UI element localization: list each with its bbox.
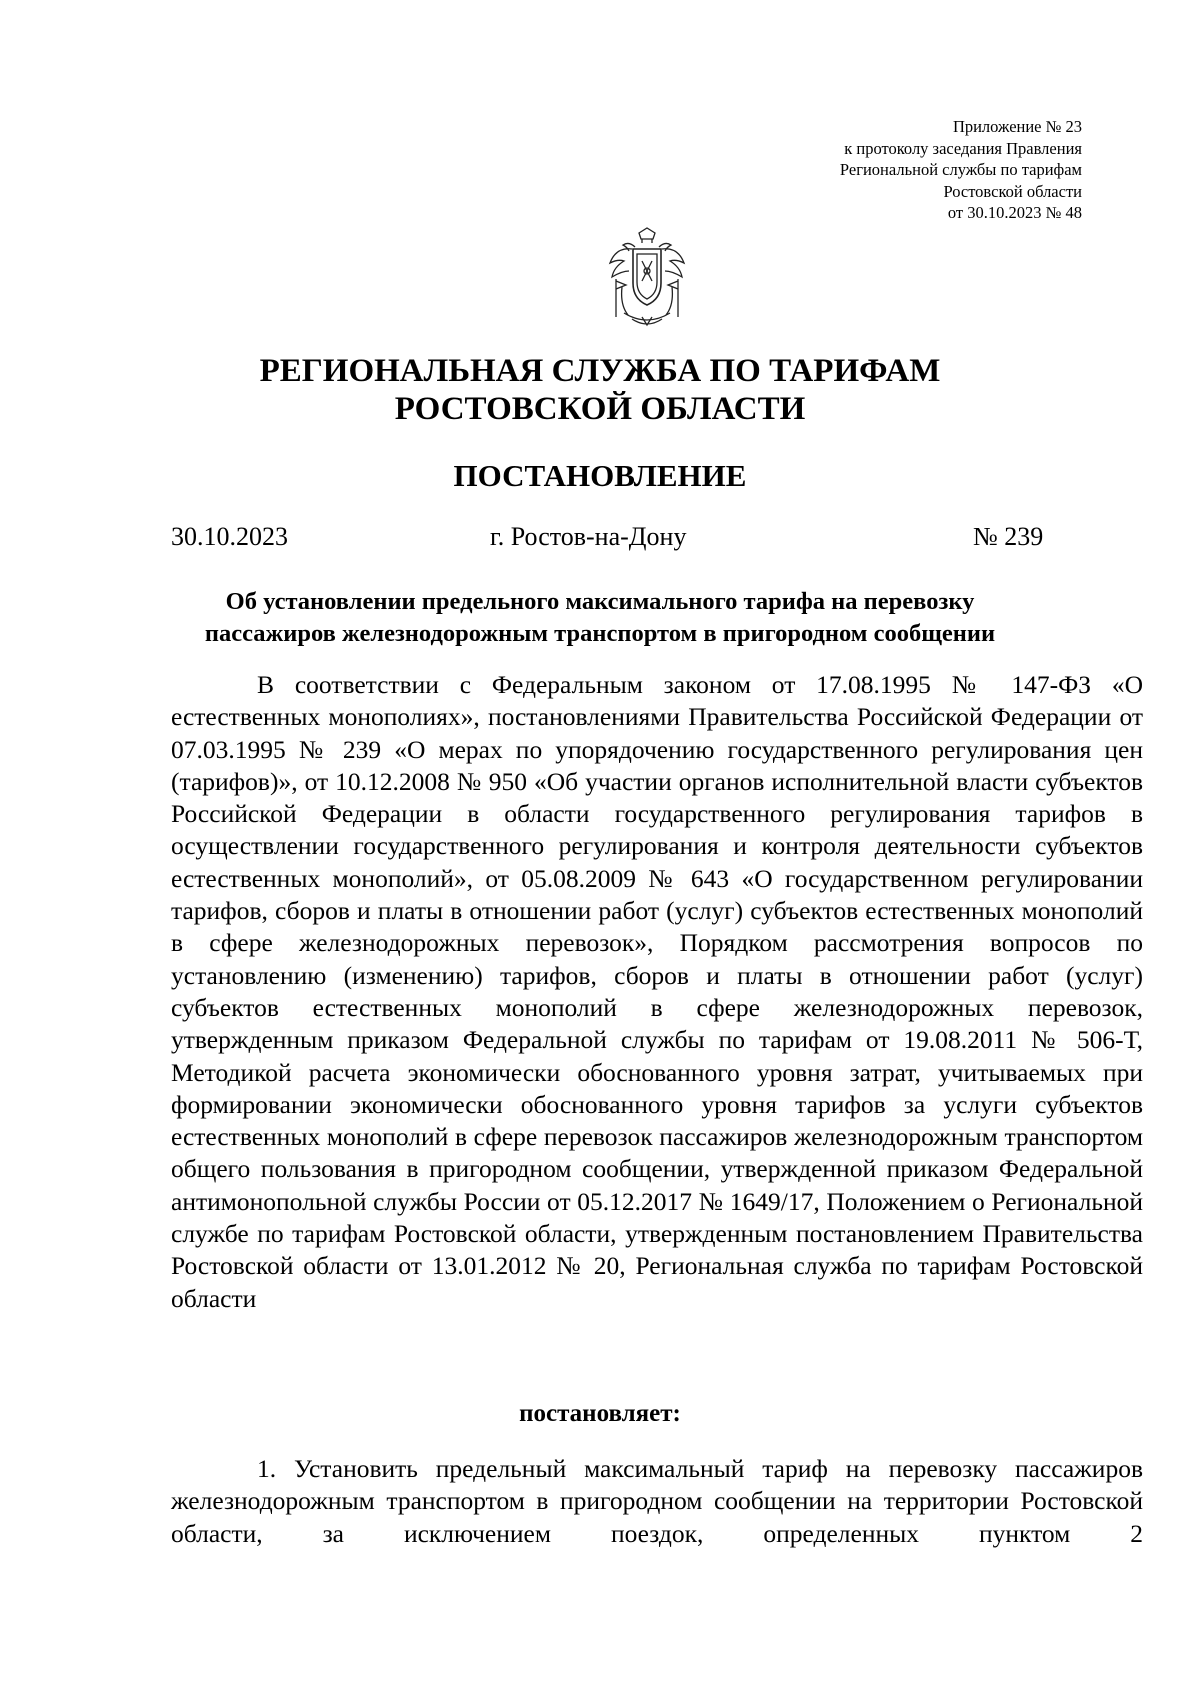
organization-title-line1: РЕГИОНАЛЬНАЯ СЛУЖБА ПО ТАРИФАМ [259, 353, 941, 389]
annex-block [662, 116, 1082, 224]
annex-line: от 30.10.2023 № 48 [947, 203, 1082, 223]
organization-title-line2: РОСТОВСКОЙ ОБЛАСТИ [394, 391, 806, 427]
document-subject-line2: пассажиров железнодорожным транспортом в пригородном сообщении [204, 620, 996, 647]
item-1-paragraph: 1. Установить предельный максимальный тариф на перевозку пассажиров железнодорожным транспортом в пригородном сообщении на территории Ростовской области, за исключением поездок, определенных пунктом 2 [171, 1454, 1143, 1548]
document-number: № 239 [973, 522, 1044, 551]
document-date: 30.10.2023 [171, 522, 288, 551]
document-subject-line1: Об установлении предельного максимального тарифа на перевозку [225, 588, 975, 615]
annex-line: к протоколу заседания Правления [844, 138, 1082, 158]
annex-line: Приложение № 23 [952, 117, 1082, 136]
document-city: г. Ростов-на-Дону [490, 522, 687, 551]
coat-of-arms-icon [602, 227, 692, 331]
document-type: ПОСТАНОВЛЕНИЕ [453, 458, 747, 493]
annex-line: Региональной службы по тарифам [839, 160, 1082, 180]
preamble-paragraph: В соответствии с Федеральным законом от 17.08.1995 № 147-ФЗ «О естественных монополиях», постановлениями Правительства Российской Федерации от 07.03.1995 № 239 «О мерах по упорядочению государственного регулирования цен (тарифов)», от 10.12.2008 № 950 «Об участии органов исполнительной власти субъектов Российской Федерации в области государственного регулирования тарифов в осуществлении государственного регулирования и контроля деятельности субъектов естественных монополий», от 05.08.2009 № 643 «О государственном регулировании тарифов, сборов и платы в отношении работ (услуг) субъектов естественных монополий в сфере железнодорожных перевозок», Порядком рассмотрения вопросов по установлению (изменению) тарифов, сборов и платы в отношении работ (услуг) субъектов естественных монополий в сфере железнодорожных перевозок, утвержденным приказом Федеральной службы по тарифам от 19.08.2011 № 506-Т, Методикой расчета экономически обоснованного уровня затрат, учитываемых при формировании экономически обоснованного уровня тарифов за услуги субъектов естественных монополий в сфере перевозок пассажиров железнодорожным транспортом общего пользования в пригородном сообщении, утвержденной приказом Федеральной антимонопольной службы России от 05.12.2017 № 1649/17, Положением о Региональной службе по тарифам Ростовской области, утвержденным постановлением Правительства Ростовской области от 13.01.2012 № 20, Региональная служба по тарифам Ростовской области [171, 670, 1143, 1313]
resolves-heading: постановляет: [519, 1400, 681, 1427]
document-subject [150, 586, 1050, 650]
organization-title [0, 352, 1200, 428]
annex-line: Ростовской области [943, 181, 1082, 201]
